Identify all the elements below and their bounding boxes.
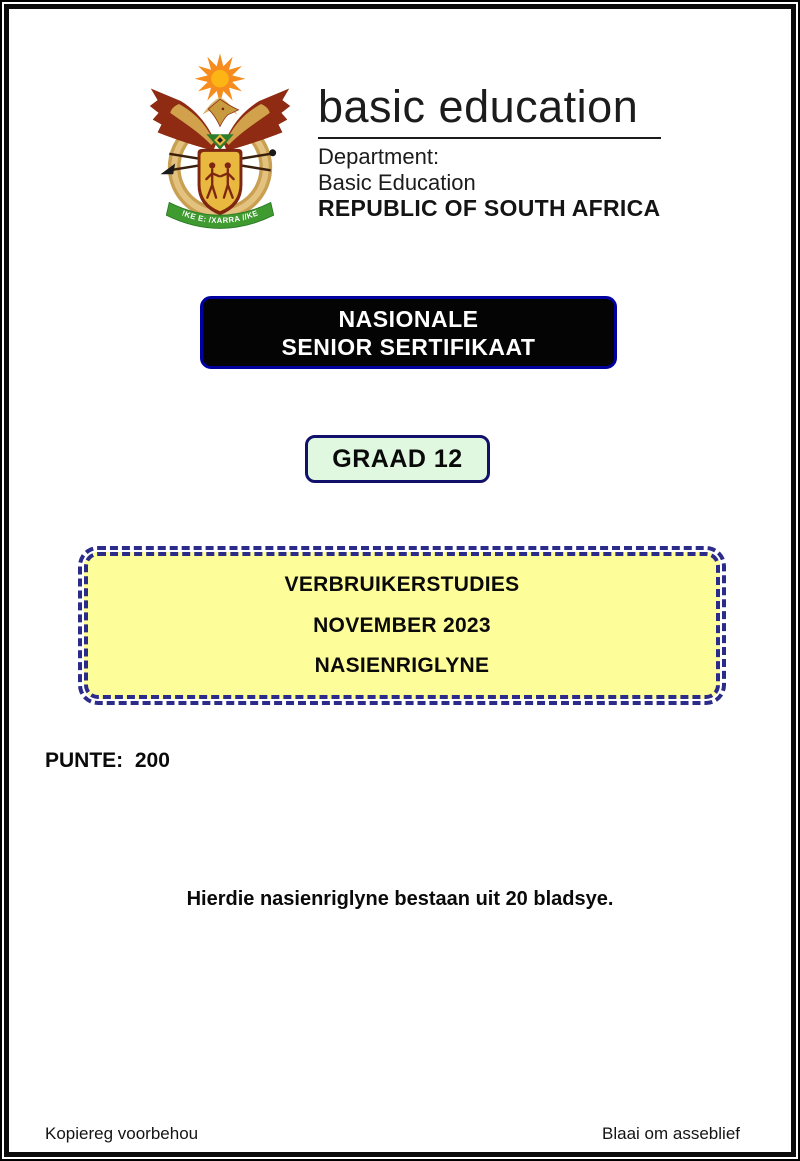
certificate-banner (200, 296, 617, 369)
certificate-line2: SENIOR SERTIFIKAAT (281, 333, 536, 360)
motto-text: !KE E: /XARRA //KE (180, 208, 260, 226)
country-name: REPUBLIC OF SOUTH AFRICA (318, 195, 661, 221)
marks-total: PUNTE: 200 (45, 749, 170, 772)
copyright-notice: Kopiereg voorbehou (45, 1124, 199, 1143)
department-label: Department: (318, 144, 440, 169)
exam-subject: VERBRUIKERSTUDIES (284, 572, 520, 596)
grade-badge (305, 435, 490, 483)
exam-session: NOVEMBER 2023 (313, 613, 491, 637)
page-count-note: Hierdie nasienriglyne bestaan uit 20 bladsye. (186, 888, 614, 910)
exam-document-type: NASIENRIGLYNE (314, 654, 490, 678)
turn-over-notice: Blaai om asseblief (602, 1124, 740, 1143)
grade-label: GRAAD 12 (332, 444, 463, 473)
wordmark: basic education (318, 81, 639, 132)
exam-title-box (78, 546, 726, 705)
wordmark-underline (318, 137, 661, 139)
certificate-line1: NASIONALE (338, 305, 479, 332)
coat-of-arms-icon (142, 52, 298, 238)
department-name: Basic Education (318, 170, 476, 195)
department-header (318, 82, 678, 221)
